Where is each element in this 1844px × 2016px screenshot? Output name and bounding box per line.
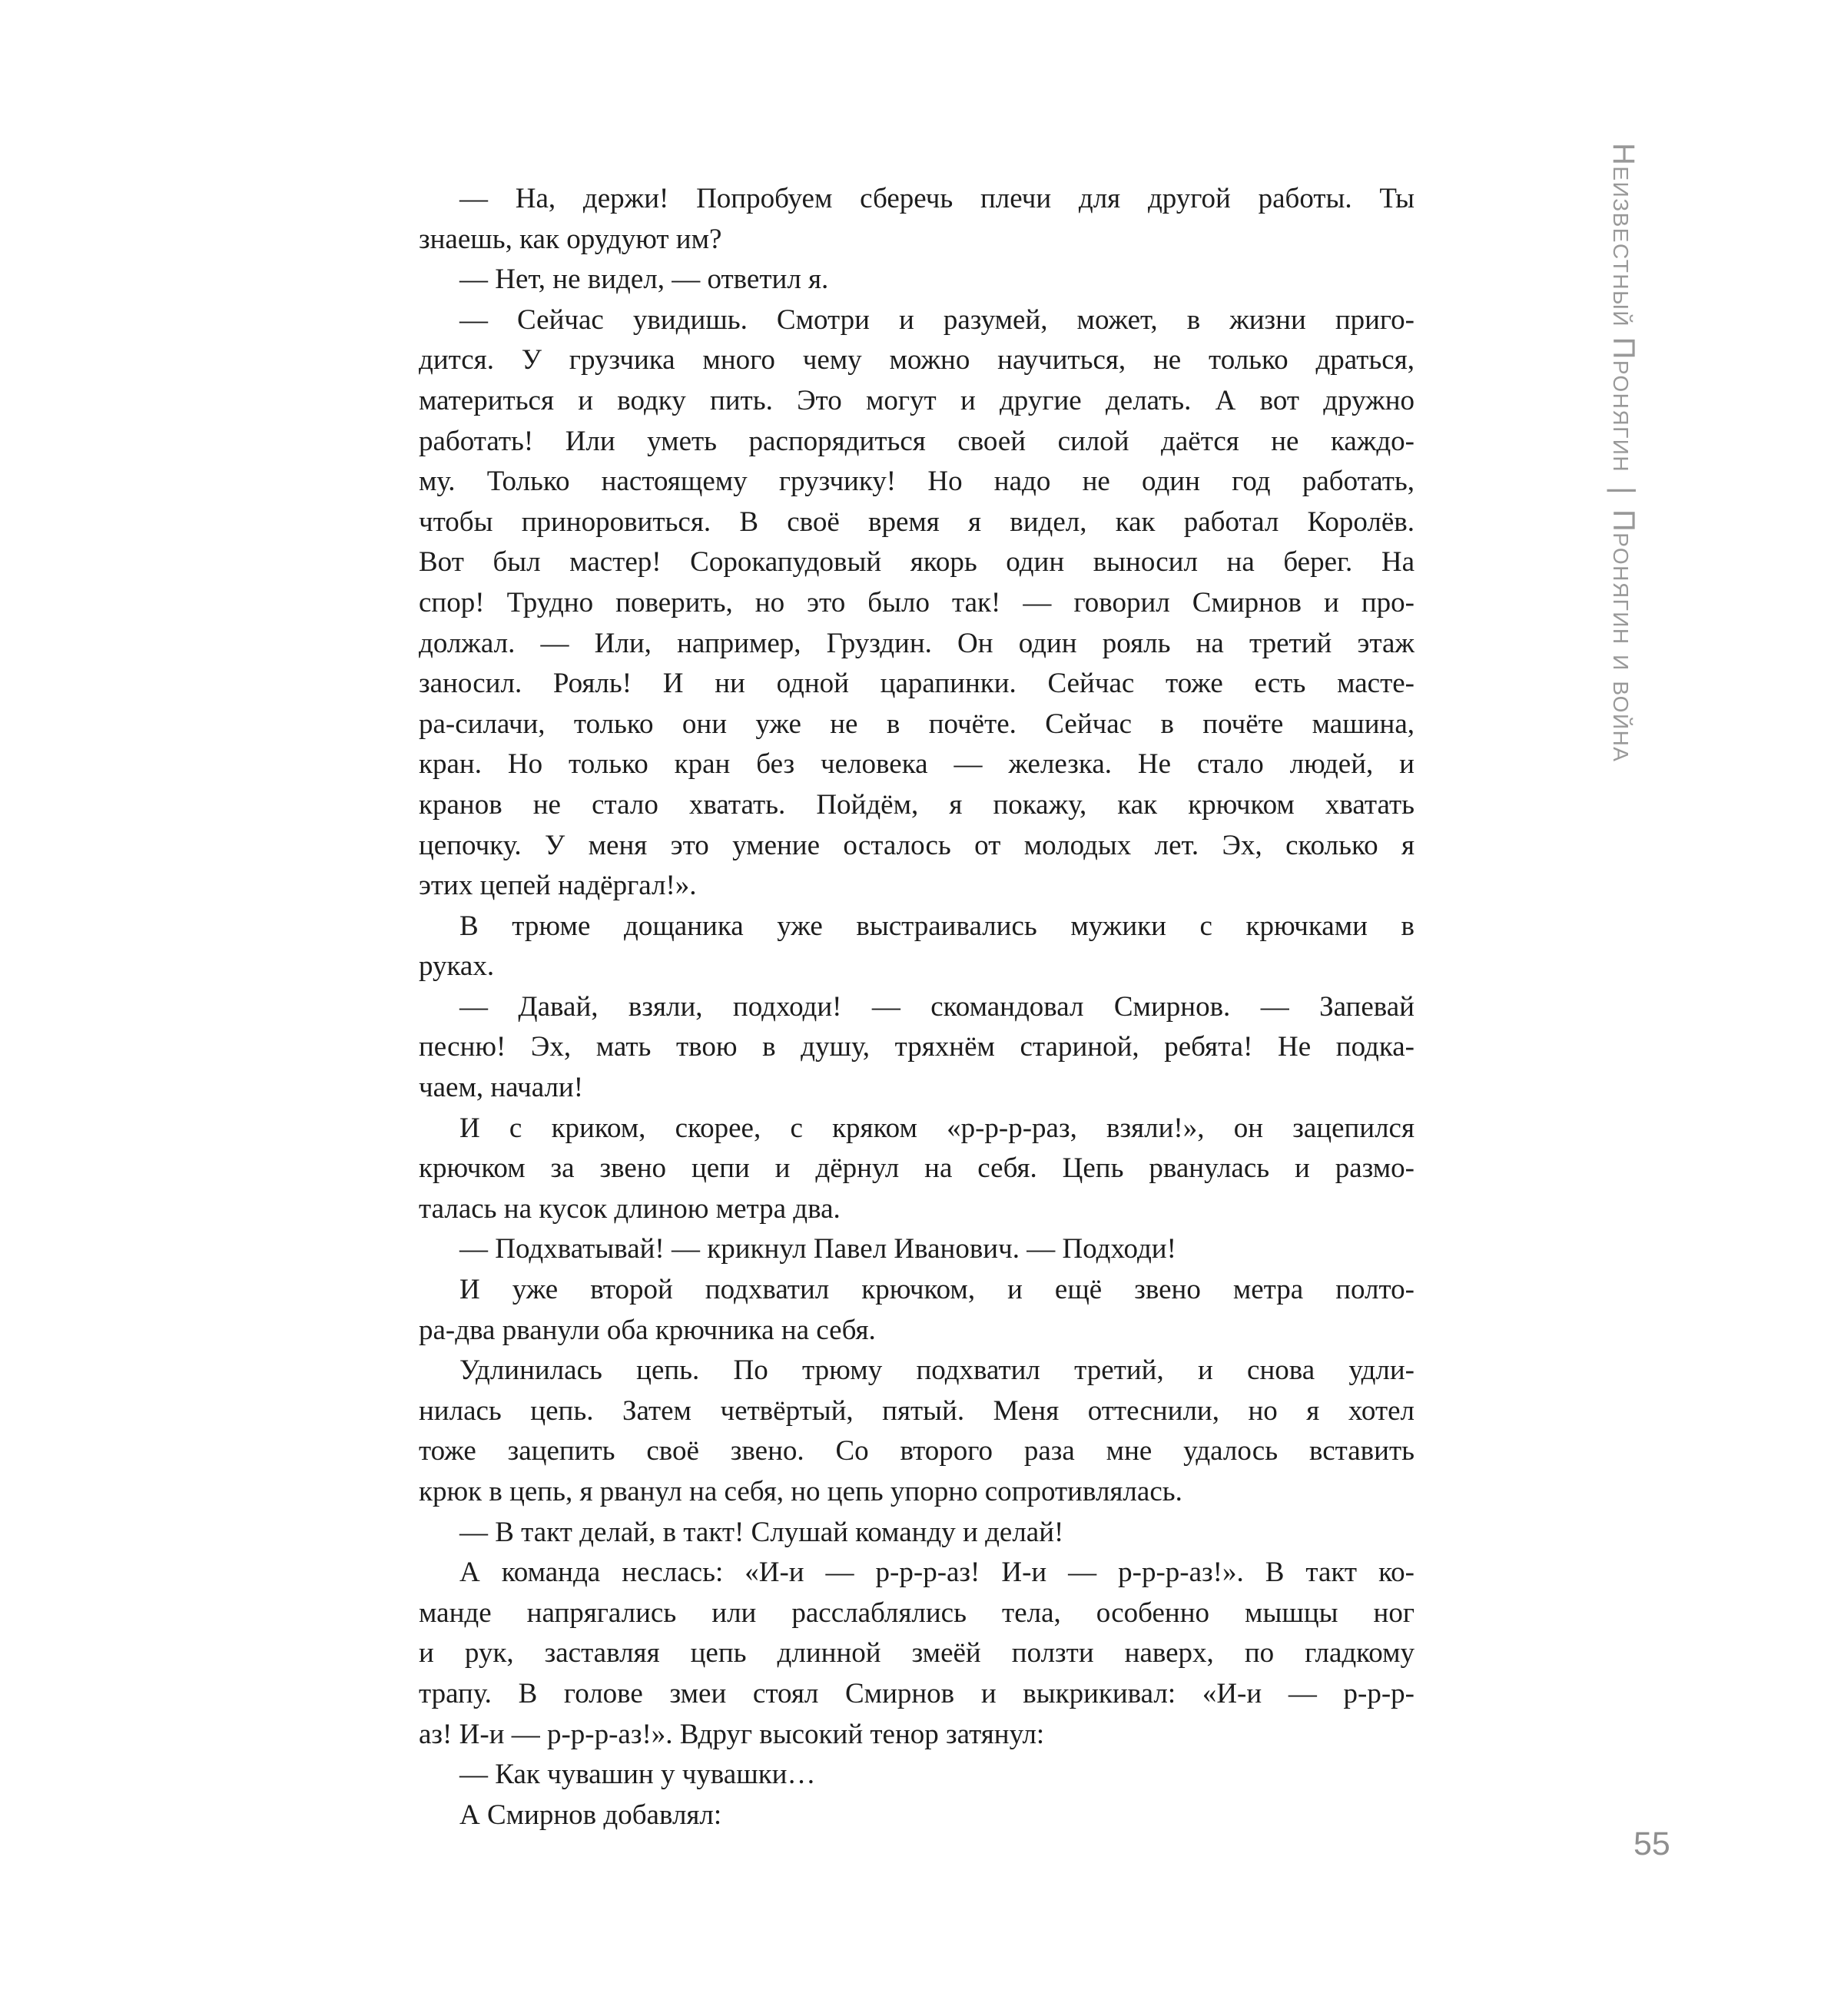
text-line: — Как чувашин у чувашки… [459,1759,816,1791]
text-line: манде напрягались или расслаблялись тела, особенно мышцы ног [419,1597,1415,1629]
margin-caption [1604,143,1643,805]
text-line: материться и водку пить. Это могут и другие делать. А вот дружно [419,384,1415,416]
text-line: чаем, начали! [419,1072,584,1104]
text-line: крюк в цепь, я рванул на себя, но цепь упорно сопротивлялась. [419,1476,1182,1507]
text-line: аз! И-и — р-р-р-аз!». Вдруг высокий тенор затянул: [419,1718,1045,1750]
text-line: — В такт делай, в такт! Слушай команду и делай! [459,1516,1064,1548]
text-line: — Давай, взяли, подходи! — скомандовал Смирнов. — Запевай [459,990,1415,1023]
text-line: Вот был мастер! Сорокапудовый якорь один выносил на берег. На [419,546,1415,579]
text-line: заносил. Рояль! И ни одной царапинки. Сейчас тоже есть масте- [419,668,1415,700]
text-line: нилась цепь. Затем четвёртый, пятый. Меня оттеснили, но я хотел [419,1394,1415,1427]
text-line: спор! Трудно поверить, но это было так! — говорил Смирнов и про- [419,586,1415,618]
text-line: кранов не стало хватать. Пойдём, я покажу, как крючком хватать [419,788,1415,821]
text-line: крючком за звено цепи и дёрнул на себя. Цепь рванулась и размо- [419,1152,1415,1185]
text-line: А команда неслась: «И-и — р-р-р-аз! И-и — р-р-р-аз!». В такт ко- [459,1557,1415,1589]
text-line: тоже зацепить своё звено. Со второго раза мне удалось вставить [419,1435,1415,1467]
text-line: А Смирнов добавлял: [459,1799,722,1831]
text-line: В трюме дощаника уже выстраивались мужики с крючками в [459,910,1415,942]
text-line: руках. [419,950,495,983]
text-line: кран. Но только кран без человека — железка. Не стало людей, и [419,748,1415,781]
text-line: И уже второй подхватил крючком, и ещё звено метра полто- [459,1274,1415,1306]
chapter-title: Пронягин и война [1607,509,1640,763]
text-line: трапу. В голове змеи стоял Смирнов и выкрикивал: «И-и — р-р-р- [419,1677,1415,1709]
body-text [419,179,1415,1835]
page-number: 55 [1633,1825,1670,1862]
text-line: знаешь, как орудуют им? [419,223,722,255]
text-line: Удлинилась цепь. По трюму подхватил третий, и снова удли- [459,1354,1415,1387]
text-line: ра-силачи, только они уже не в почёте. Сейчас в почёте машина, [419,708,1415,740]
book-title: Неизвестный Пронягин [1607,143,1640,473]
text-line: И с криком, скорее, с кряком «р-р-р-раз, взяли!», он зацепился [459,1112,1415,1144]
text-line: му. Только настоящему грузчику! Но надо не один год работать, [419,466,1415,498]
text-line: работать! Или уметь распорядиться своей силой даётся не каждо- [419,425,1415,457]
text-line: и рук, заставляя цепь длинной змеёй ползти наверх, по гладкому [419,1637,1415,1670]
text-line: дится. У грузчика много чему можно научиться, не только драться, [419,344,1415,376]
caption-separator: | [1607,486,1640,496]
text-line: ра-два рванули оба крючника на себя. [419,1314,876,1346]
margin-caption-text [1604,143,1643,805]
text-line: талась на кусок длиною метра два. [419,1192,841,1225]
text-line: — Нет, не видел, — ответил я. [459,264,829,296]
text-line: цепочку. У меня это умение осталось от молодых лет. Эх, сколько я [419,829,1415,861]
text-line: чтобы приноровиться. В своё время я видел, как работал Королёв. [419,506,1415,538]
text-line: — На, держи! Попробуем сберечь плечи для другой работы. Ты [459,183,1415,214]
text-line: — Сейчас увидишь. Смотри и разумей, может, в жизни приго- [459,303,1415,336]
text-line: должал. — Или, например, Груздин. Он один рояль на третий этаж [419,627,1415,659]
text-line: — Подхватывай! — крикнул Павел Иванович. — Подходи! [459,1233,1176,1265]
text-line: песню! Эх, мать твою в душу, тряхнём стариной, ребята! Не подка- [419,1031,1415,1063]
text-line: этих цепей надёргал!». [419,870,697,902]
